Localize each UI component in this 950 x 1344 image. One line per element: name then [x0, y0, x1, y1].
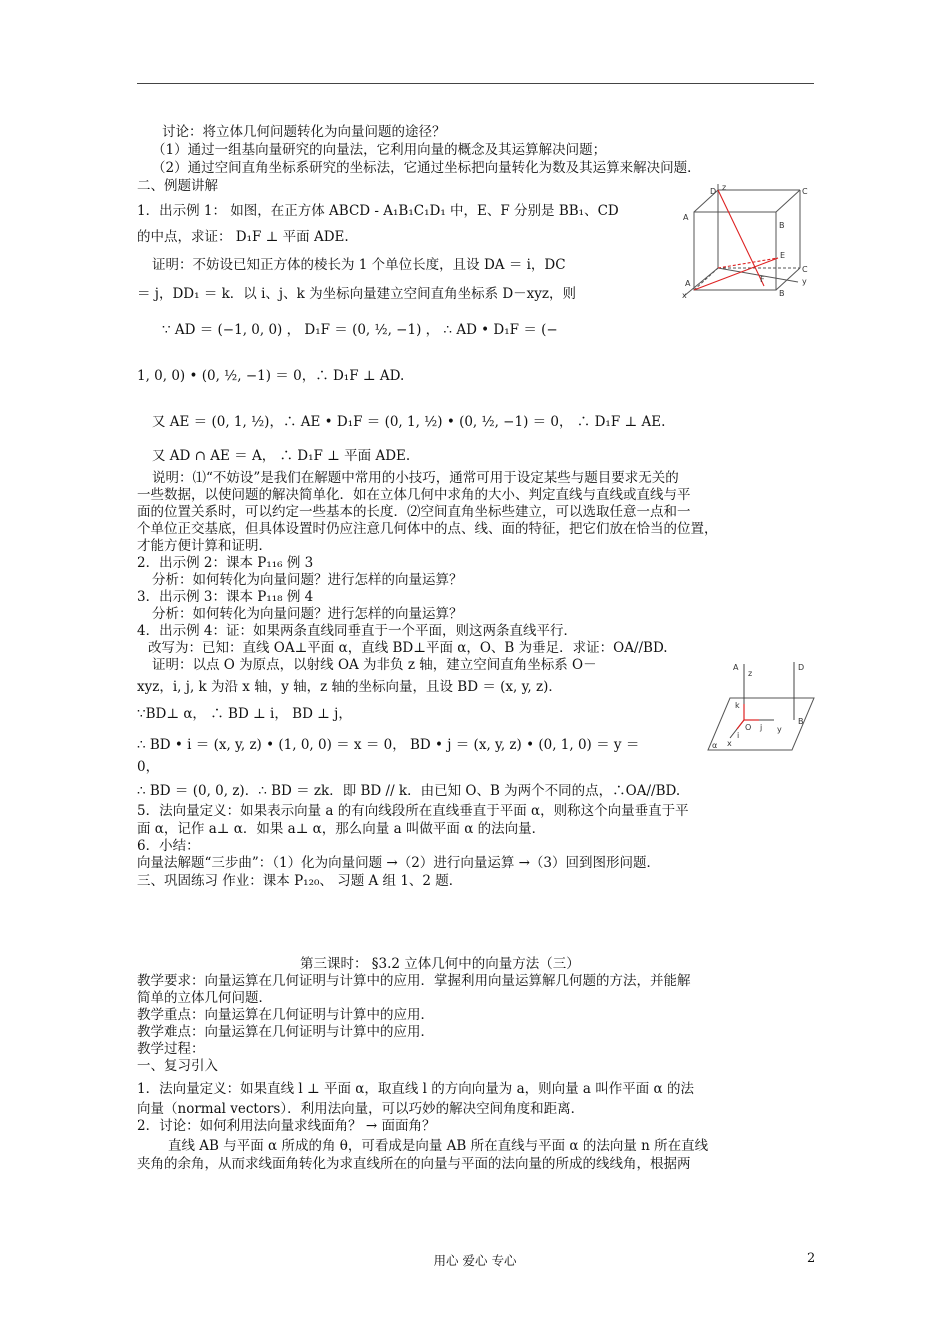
cube-label: C	[802, 265, 808, 274]
cube-label: z	[722, 183, 727, 192]
text-line: 三、巩固练习 作业：课本 P₁₂₀、 习题 A 组 1、2 题．	[137, 873, 463, 889]
plane-label: z	[748, 669, 753, 678]
cube-label: A	[685, 279, 691, 288]
text-line: 6．小结：	[137, 838, 200, 854]
text-line: 1．法向量定义：如果直线 l ⊥ 平面 α，取直线 l 的方向向量为 a，则向量 a 叫作平面 α 的法	[137, 1081, 694, 1097]
text-line: 5．法向量定义：如果表示向量 a 的有向线段所在直线垂直于平面 α，则称这个向量垂直于平	[137, 803, 689, 819]
text-line: 第三课时： §3.2 立体几何中的向量方法（三）	[300, 956, 580, 972]
text-line: 分析：如何转化为向量问题？进行怎样的向量运算？	[152, 572, 463, 588]
text-line: 直线 AB 与平面 α 所成的角 θ，可看成是向量 AB 所在直线与平面 α 的法向量 n 所在直线	[168, 1138, 709, 1154]
text-line: 二、例题讲解	[137, 178, 218, 194]
text-line: 1, 0, 0) • (0, ½, −1) ＝ 0，∴ D₁F ⊥ AD.	[137, 368, 405, 384]
plane-label: i	[737, 731, 740, 740]
text-line: 又 AD ∩ AE ＝ A， ∴ D₁F ⊥ 平面 ADE.	[152, 448, 411, 464]
text-line: 向量法解题“三步曲”：（1）化为向量问题 →（2）进行向量运算 →（3）回到图形问题．	[137, 855, 661, 871]
plane-figure	[704, 656, 822, 756]
text-line: （1）通过一组基向量研究的向量法，它利用向量的概念及其运算解决问题；	[152, 142, 607, 158]
text-line: 证明：不妨设已知正方体的棱长为 1 个单位长度，且设 DA ＝ i，DC	[152, 257, 566, 273]
plane-label: y	[777, 725, 782, 734]
text-line: 3．出示例 3：课本 P₁₁₈ 例 4	[137, 589, 314, 605]
text-line: 证明：以点 O 为原点，以射线 OA 为非负 z 轴，建立空间直角坐标系 O－	[152, 657, 597, 673]
text-line: ∴ BD • i ＝ (x, y, z) • (1, 0, 0) ＝ x ＝ 0， BD • j ＝ (x, y, z) • (0, 1, 0) ＝ y ＝	[137, 737, 640, 753]
cube-label: x	[682, 291, 687, 300]
text-line: 2．讨论：如何利用法向量求线面角？ → 面面角？	[137, 1118, 436, 1134]
cube-figure	[680, 182, 815, 300]
text-line: 一、复习引入	[137, 1058, 218, 1074]
text-line: xyz，i, j, k 为沿 x 轴，y 轴，z 轴的坐标向量，且设 BD ＝ (x, y, z)．	[137, 679, 562, 695]
text-line: 改写为：已知：直线 OA⊥平面 α，直线 BD⊥平面 α，O、B 为垂足．求证：OA//BD.	[148, 640, 668, 656]
page-number: 2	[807, 1251, 816, 1266]
text-line: 一些数据，以使问题的解决简单化．如在立体几何中求角的大小、判定直线与直线或直线与平	[137, 487, 691, 503]
text-line: 的中点，求证： D₁F ⊥ 平面 ADE.	[137, 229, 349, 245]
plane-label: x	[727, 739, 732, 748]
text-line: 讨论：将立体几何问题转化为向量问题的途径？	[162, 124, 446, 140]
plane-label: D	[798, 663, 805, 672]
text-line: 教学要求：向量运算在几何证明与计算中的应用．掌握利用向量运算解几何题的方法，并能解	[137, 973, 691, 989]
plane-label: O	[745, 723, 752, 732]
text-line: 分析：如何转化为向量问题？进行怎样的向量运算？	[152, 606, 463, 622]
text-line: 面的位置关系时，可以约定一些基本的长度．⑵空间直角坐标些建立，可以选取任意一点和一	[137, 504, 691, 520]
text-line: 向量（normal vectors）．利用法向量，可以巧妙的解决空间角度和距离．	[137, 1101, 585, 1117]
cube-label: B	[779, 221, 785, 230]
text-line: 又 AE ＝ (0, 1, ½)，∴ AE • D₁F ＝ (0, 1, ½) • (0, ½, −1) ＝ 0， ∴ D₁F ⊥ AE.	[152, 414, 666, 430]
cube-label: B	[779, 289, 785, 298]
cube-label: A	[683, 213, 689, 222]
cube-label: E	[780, 251, 786, 260]
text-line: 教学重点：向量运算在几何证明与计算中的应用．	[137, 1007, 434, 1023]
cube-label: y	[802, 277, 807, 286]
text-line: ∵ AD ＝ (−1, 0, 0) ， D₁F ＝ (0, ½, −1) ， ∴ AD • D₁F ＝ (−	[162, 322, 558, 338]
plane-label: α	[712, 741, 718, 750]
text-line: 教学难点：向量运算在几何证明与计算中的应用．	[137, 1024, 434, 1040]
text-line: 夹角的余角，从而求线面角转化为求直线所在的向量与平面的法向量的所成的线线角，根据两	[137, 1156, 691, 1172]
cube-label: C	[802, 187, 808, 196]
text-line: 0，	[137, 759, 160, 775]
text-line: ∴ BD ＝ (0, 0, z)．∴ BD ＝ zk．即 BD // k．由已知 O、B 为两个不同的点，∴OA//BD.	[137, 783, 681, 799]
text-line: 简单的立体几何问题．	[137, 990, 272, 1006]
plane-label: A	[733, 663, 739, 672]
text-line: ∵BD⊥ α， ∴ BD ⊥ i， BD ⊥ j，	[137, 706, 352, 722]
text-line: 说明：⑴“不妨设”是我们在解题中常用的小技巧，通常可用于设定某些与题目要求无关的	[152, 470, 679, 486]
cube-label: F	[760, 275, 765, 284]
text-line: ＝ j，DD₁ ＝ k．以 i、j、k 为坐标向量建立空间直角坐标系 D－xyz，则	[137, 286, 577, 302]
cube-label: D	[710, 187, 717, 196]
footer-text: 用心 爱心 专心	[433, 1253, 517, 1268]
plane-label: B	[798, 717, 804, 726]
plane-label: j	[760, 723, 763, 732]
text-line: 面 α，记作 a⊥ α．如果 a⊥ α，那么向量 a 叫做平面 α 的法向量．	[137, 821, 546, 837]
text-line: 2．出示例 2：课本 P₁₁₆ 例 3	[137, 555, 314, 571]
text-line: 个单位正交基底，但具体设置时仍应注意几何体中的点、线、面的特征，把它们放在恰当的位置，	[137, 521, 718, 537]
text-line: 1．出示例 1： 如图，在正方体 ABCD - A₁B₁C₁D₁ 中，E、F 分别是 BB₁、CD	[137, 203, 619, 219]
text-line: 4．出示例 4：证：如果两条直线同垂直于一个平面，则这两条直线平行．	[137, 623, 577, 639]
text-line: 才能方便计算和证明．	[137, 538, 272, 554]
plane-label: k	[735, 701, 740, 710]
header-rule	[137, 83, 814, 84]
text-line: 教学过程：	[137, 1041, 205, 1057]
text-line: （2）通过空间直角坐标系研究的坐标法，它通过坐标把向量转化为数及其运算来解决问题．	[152, 160, 701, 176]
